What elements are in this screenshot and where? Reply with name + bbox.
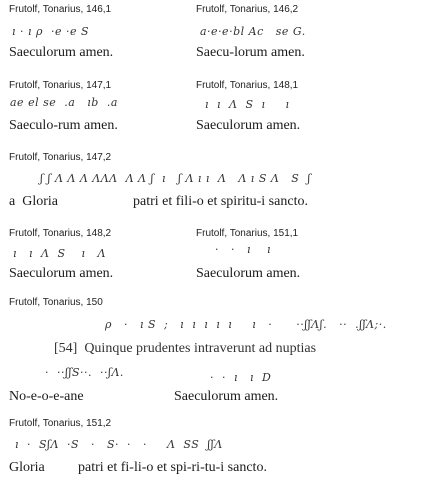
source-label: Frutolf, Tonarius, 151,1 bbox=[196, 228, 299, 239]
neume-line: · · ı ı D bbox=[210, 371, 272, 384]
source-label: Frutolf, Tonarius, 147,2 bbox=[9, 152, 112, 163]
neume-line: ı · SʃΛ ·S · S· · · Λ SS ʃʃΛ bbox=[15, 438, 223, 451]
source-label: Frutolf, Tonarius, 146,1 bbox=[9, 4, 112, 15]
neume-line: ʃ ʃ Λ Λ Λ ΛΛΛ Λ Λ ʃ ı ʃ Λ ı ı Λ Λ ı S Λ S ʃ bbox=[40, 172, 311, 185]
neume-line: ı ı Λ S ı ı bbox=[205, 98, 290, 111]
source-label: Frutolf, Tonarius, 151,2 bbox=[9, 418, 112, 429]
neume-line: · · ı ı bbox=[215, 243, 271, 256]
neume-line: ı ı Λ S ı Λ bbox=[13, 247, 106, 260]
source-label: Frutolf, Tonarius, 150 bbox=[9, 297, 103, 308]
chant-text: Saecu-lorum amen. bbox=[196, 45, 305, 60]
chant-text: Saeculorum amen. bbox=[196, 266, 301, 281]
neume-line: · ··ʃʃS··. ··ʃΛ. bbox=[45, 366, 124, 379]
chant-text: No-e-o-e-ane bbox=[9, 389, 84, 404]
source-label: Frutolf, Tonarius, 146,2 bbox=[196, 4, 299, 15]
neume-line: ρ · ı S ; ı ı ı ı ı ı · ··ʃʃΛʃ. ·· .ʃʃΛ;·. bbox=[105, 318, 387, 331]
source-label: Frutolf, Tonarius, 148,2 bbox=[9, 228, 112, 239]
neume-line: ı · ı ρ ·e ·e S bbox=[12, 25, 90, 38]
neume-line: a·e·e·bl Ac se G. bbox=[200, 25, 306, 38]
chant-text: Gloria bbox=[9, 460, 45, 475]
chant-text: Saeculo-rum amen. bbox=[9, 118, 118, 133]
neume-line: ae el se .a ıb .a bbox=[10, 96, 118, 109]
source-label: Frutolf, Tonarius, 148,1 bbox=[196, 80, 299, 91]
chant-rubric: [54] Quinque prudentes intraverunt ad nuptias bbox=[54, 341, 317, 356]
chant-text: Saeculorum amen. bbox=[174, 389, 279, 404]
chant-text: patri et fili-o et spiritu-i sancto. bbox=[133, 194, 308, 209]
chant-text: Saeculorum amen. bbox=[9, 266, 114, 281]
chant-text: Saeculorum amen. bbox=[9, 45, 114, 60]
chant-text: Saeculorum amen. bbox=[196, 118, 301, 133]
source-label: Frutolf, Tonarius, 147,1 bbox=[9, 80, 112, 91]
chant-text: patri et fi-li-o et spi-ri-tu-i sancto. bbox=[78, 460, 267, 475]
chant-text: a Gloria bbox=[9, 194, 58, 209]
